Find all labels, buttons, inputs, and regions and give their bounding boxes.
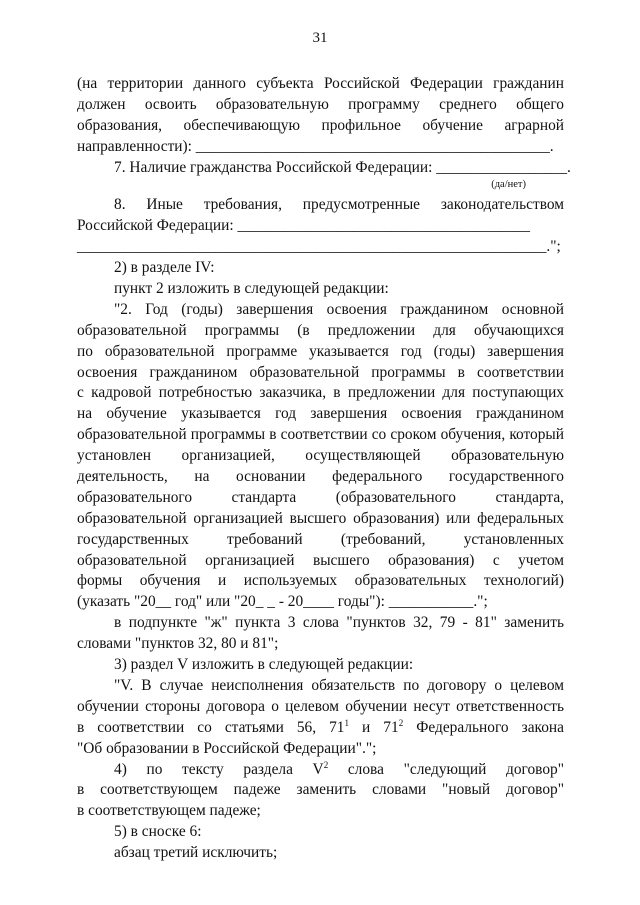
text-line: абзац третий исключить;: [114, 844, 278, 862]
text-line: формы обучения и используемых образовательных технологий): [77, 572, 564, 590]
text-line: должен освоить образовательную программу среднего общего: [77, 95, 564, 113]
text-line: образовательного стандарта (образовательного стандарта,: [77, 488, 564, 506]
text-line: в соответствующем падеже заменить словами "новый договор": [77, 781, 564, 799]
text-line: словами "пунктов 32, 80 и 81";: [77, 635, 279, 653]
text-line: обучении стороны договора о целевом обучении несут ответственность: [77, 697, 564, 715]
text-fragment: Федерального закона: [403, 718, 564, 736]
text-line: деятельность, на основании федерального государственного: [77, 468, 564, 486]
text-line: Российской Федерации: ______________________________________: [77, 217, 530, 235]
text-line: образовательной программы в соответствии со сроком обучения, который: [77, 426, 564, 444]
text-line: 7. Наличие гражданства Российской Федерации: _________________.: [114, 158, 571, 176]
text-fragment: в соответствии со статьями 56, 71: [77, 718, 345, 736]
superscript: 1: [344, 717, 350, 728]
text-line: 2) в разделе IV:: [114, 259, 215, 277]
text-line: "2. Год (годы) завершения освоения гражданином основной: [114, 300, 564, 318]
text-line: 8. Иные требования, предусмотренные законодательством: [114, 196, 564, 214]
text-line: на обучение указывается год завершения освоения гражданином: [77, 405, 564, 423]
superscript: 2: [323, 759, 329, 770]
text-line: освоения гражданином образовательной программы в соответствии: [77, 363, 564, 381]
text-line: "V. В случае неисполнения обязательств по договору о целевом: [114, 676, 564, 694]
text-line: образовательной организацией высшего образования) или федеральных: [77, 509, 564, 527]
text-line: по образовательной программе указывается год (годы) завершения: [77, 342, 564, 360]
text-line: образовательной программы (в предложении для обучающихся: [77, 321, 564, 339]
text-line: (на территории данного субъекта Российской Федерации гражданин: [77, 75, 564, 92]
text-line: [77, 718, 564, 739]
text-line: 5) в сноске 6:: [114, 823, 202, 841]
text-line: 3) раздел V изложить в следующей редакции:: [114, 656, 414, 674]
text-line: [77, 760, 564, 781]
text-line: пункт 2 изложить в следующей редакции:: [114, 280, 389, 298]
text-line: "Об образовании в Российской Федерации".";: [77, 739, 377, 757]
text-line: (указать "20__ год" или "20_ _ - 20____ годы"): ___________.";: [77, 593, 488, 611]
text-line: направленности): ______________________________________________.: [77, 137, 554, 155]
text-line: _____________________________________________________________.";: [77, 238, 561, 256]
superscript: 2: [398, 717, 404, 728]
text-line: образования, обеспечивающую профильное обучение аграрной: [77, 116, 564, 134]
text-fragment: слова "следующий договор": [328, 760, 564, 778]
text-fragment: и 71: [349, 718, 399, 736]
text-line: с кадровой потребностью заказчика, в предложении для поступающих: [77, 384, 564, 402]
text-line: государственных требований (требований, установленных: [77, 530, 564, 548]
text-line: в подпункте "ж" пункта 3 слова "пунктов 32, 79 - 81" заменить: [114, 614, 564, 632]
text-fragment: 4) по тексту раздела V: [114, 760, 324, 778]
document-body: [77, 74, 571, 864]
text-line: установлен организацией, осуществляющей образовательную: [77, 447, 564, 465]
page-number: 31: [312, 30, 328, 46]
field-hint: (да/нет): [491, 179, 526, 191]
text-line: образовательной организацией высшего образования) с учетом: [77, 551, 564, 569]
text-line: в соответствующем падеже;: [77, 802, 261, 820]
